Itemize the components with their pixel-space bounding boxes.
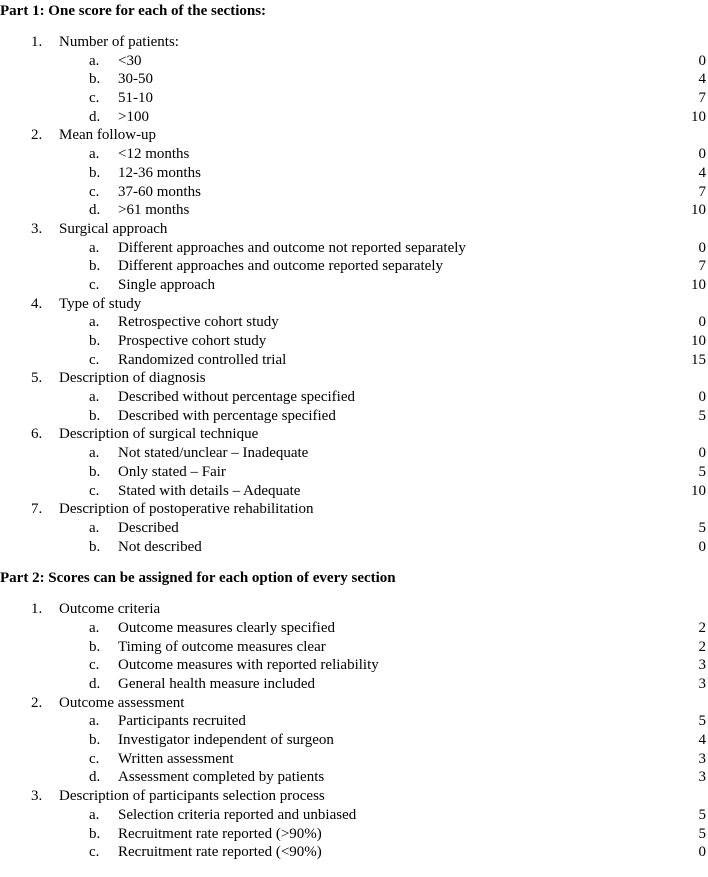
section-number: 1. (31, 601, 43, 618)
option-letter: b. (89, 538, 101, 555)
option-row (0, 201, 708, 220)
section-label: Surgical approach (59, 220, 168, 237)
part-title: Part 2: Scores can be assigned for each option of every section (0, 570, 396, 587)
criteria-section (0, 787, 708, 862)
option-letter: a. (89, 445, 100, 462)
option-row (0, 52, 708, 71)
criteria-section (0, 694, 708, 787)
section-heading (0, 369, 708, 388)
option-score: 0 (698, 52, 706, 69)
option-row (0, 806, 708, 825)
option-row (0, 825, 708, 844)
option-letter: b. (89, 638, 101, 655)
option-row (0, 70, 708, 89)
option-row (0, 183, 708, 202)
option-score: 0 (698, 314, 706, 331)
criteria-section (0, 500, 708, 556)
option-score: 5 (698, 806, 706, 823)
option-label: Different approaches and outcome not reported separately (118, 239, 466, 256)
part-title-spacer (0, 590, 708, 600)
section-number: 5. (31, 370, 43, 387)
section-heading (0, 787, 708, 806)
option-letter: b. (89, 463, 101, 480)
option-label: Not described (118, 538, 202, 555)
option-label: >61 months (118, 202, 190, 219)
part-title: Part 1: One score for each of the sections: (0, 3, 267, 19)
option-score: 10 (691, 108, 706, 125)
section-number: 6. (31, 426, 43, 443)
section-number: 3. (31, 220, 43, 237)
option-score: 4 (698, 71, 706, 88)
option-score: 10 (691, 202, 706, 219)
option-label: Recruitment rate reported (<90%) (118, 844, 322, 861)
section-label: Number of patients: (59, 34, 179, 50)
option-row (0, 332, 708, 351)
option-score: 5 (698, 713, 706, 730)
option-score: 10 (691, 333, 706, 349)
criteria-section (0, 220, 708, 295)
option-letter: a. (89, 806, 100, 823)
option-label: 37-60 months (118, 183, 201, 200)
option-row (0, 407, 708, 426)
option-letter: b. (89, 258, 101, 275)
option-letter: a. (89, 619, 100, 636)
option-label: Stated with details – Adequate (118, 482, 301, 499)
option-letter: b. (89, 732, 101, 749)
section-heading (0, 220, 708, 239)
option-row (0, 164, 708, 183)
option-label: <30 (118, 52, 142, 69)
section-number: 4. (31, 295, 43, 312)
option-label: >100 (118, 108, 149, 125)
option-letter: c. (89, 183, 100, 200)
option-score: 3 (698, 676, 706, 692)
option-letter: a. (89, 146, 100, 163)
option-label: Different approaches and outcome reported separately (118, 258, 443, 275)
option-score: 10 (691, 482, 706, 499)
criteria-section (0, 126, 708, 219)
option-row (0, 351, 708, 370)
option-label: Investigator independent of surgeon (118, 732, 334, 749)
option-letter: b. (89, 164, 101, 181)
section-heading (0, 500, 708, 519)
option-label: Described without percentage specified (118, 389, 355, 406)
option-score: 5 (698, 825, 706, 842)
option-score: 15 (691, 351, 706, 368)
option-row (0, 638, 708, 657)
criteria-section (0, 33, 708, 126)
option-score: 7 (698, 90, 706, 107)
section-label: Type of study (59, 295, 142, 312)
section-heading (0, 425, 708, 444)
option-label: Only stated – Fair (118, 463, 226, 480)
option-score: 0 (698, 445, 706, 462)
option-letter: a. (89, 314, 100, 331)
option-label: Outcome measures clearly specified (118, 619, 335, 636)
section-heading (0, 295, 708, 314)
option-score: 0 (698, 146, 706, 163)
section-number: 1. (31, 34, 43, 50)
option-row (0, 276, 708, 295)
section-label: Mean follow-up (59, 127, 157, 144)
option-row (0, 145, 708, 164)
option-letter: c. (89, 657, 100, 674)
option-letter: c. (89, 482, 100, 499)
option-letter: a. (89, 713, 100, 730)
option-letter: a. (89, 389, 100, 406)
option-row (0, 656, 708, 675)
option-label: Written assessment (118, 750, 234, 767)
option-score: 5 (698, 463, 706, 480)
option-label: Not stated/unclear – Inadequate (118, 445, 309, 462)
section-label: Outcome criteria (59, 601, 161, 618)
option-label: Outcome measures with reported reliability (118, 657, 379, 674)
option-row (0, 768, 708, 787)
option-score: 0 (698, 389, 706, 406)
option-letter: b. (89, 407, 101, 424)
option-label: <12 months (118, 146, 190, 163)
section-heading (0, 694, 708, 713)
option-score: 0 (698, 844, 706, 861)
option-label: Described with percentage specified (118, 407, 336, 424)
option-label: Timing of outcome measures clear (118, 638, 326, 655)
option-letter: a. (89, 519, 100, 536)
section-heading (0, 600, 708, 619)
option-letter: a. (89, 239, 100, 256)
option-label: Participants recruited (118, 713, 246, 730)
option-row (0, 675, 708, 694)
section-number: 3. (31, 788, 43, 805)
option-letter: c. (89, 276, 100, 293)
option-score: 0 (698, 538, 706, 555)
section-label: Outcome assessment (59, 694, 185, 711)
section-number: 2. (31, 127, 43, 144)
option-score: 0 (698, 239, 706, 256)
option-row (0, 731, 708, 750)
option-score: 2 (698, 619, 706, 636)
option-row (0, 313, 708, 332)
option-score: 4 (698, 164, 706, 181)
option-label: Single approach (118, 276, 216, 293)
criteria-section (0, 369, 708, 425)
section-heading (0, 126, 708, 145)
section-label: Description of participants selection process (59, 788, 325, 805)
criteria-section (0, 600, 708, 693)
section-label: Description of diagnosis (59, 370, 206, 387)
option-row (0, 89, 708, 108)
section-label: Description of postoperative rehabilitation (59, 501, 314, 518)
option-score: 7 (698, 183, 706, 200)
option-label: Prospective cohort study (118, 333, 267, 349)
criteria-section (0, 425, 708, 500)
option-row (0, 538, 708, 557)
option-row (0, 619, 708, 638)
option-row (0, 482, 708, 501)
option-score: 10 (691, 276, 706, 293)
option-letter: b. (89, 333, 101, 349)
section-number: 2. (31, 694, 43, 711)
criteria-section (0, 295, 708, 370)
part-spacer (0, 556, 708, 568)
option-letter: d. (89, 108, 101, 125)
part-title-spacer (0, 23, 708, 33)
option-label: General health measure included (118, 676, 315, 692)
option-letter: c. (89, 844, 100, 861)
option-row (0, 108, 708, 127)
option-letter: c. (89, 90, 100, 107)
option-letter: d. (89, 676, 101, 692)
option-label: Assessment completed by patients (118, 769, 325, 786)
option-row (0, 444, 708, 463)
option-label: Randomized controlled trial (118, 351, 287, 368)
option-row (0, 463, 708, 482)
option-label: Recruitment rate reported (>90%) (118, 825, 322, 842)
option-score: 7 (698, 258, 706, 275)
option-label: 51-10 (118, 90, 153, 107)
option-row (0, 843, 708, 862)
option-label: Retrospective cohort study (118, 314, 279, 331)
option-letter: d. (89, 202, 101, 219)
option-row (0, 239, 708, 258)
option-label: Described (118, 519, 179, 536)
section-heading (0, 33, 708, 52)
option-row (0, 519, 708, 538)
section-number: 7. (31, 501, 43, 518)
option-score: 3 (698, 750, 706, 767)
option-label: 12-36 months (118, 164, 201, 181)
option-letter: b. (89, 825, 101, 842)
option-letter: c. (89, 351, 100, 368)
option-letter: c. (89, 750, 100, 767)
option-score: 4 (698, 732, 706, 749)
option-score: 3 (698, 657, 706, 674)
option-score: 3 (698, 769, 706, 786)
option-row (0, 388, 708, 407)
option-letter: a. (89, 52, 100, 69)
option-score: 5 (698, 519, 706, 536)
option-row (0, 712, 708, 731)
option-row (0, 750, 708, 769)
option-letter: d. (89, 769, 101, 786)
option-score: 5 (698, 407, 706, 424)
section-label: Description of surgical technique (59, 426, 259, 443)
option-label: 30-50 (118, 71, 153, 88)
option-label: Selection criteria reported and unbiased (118, 806, 357, 823)
option-letter: b. (89, 71, 101, 88)
option-row (0, 257, 708, 276)
option-score: 2 (698, 638, 706, 655)
